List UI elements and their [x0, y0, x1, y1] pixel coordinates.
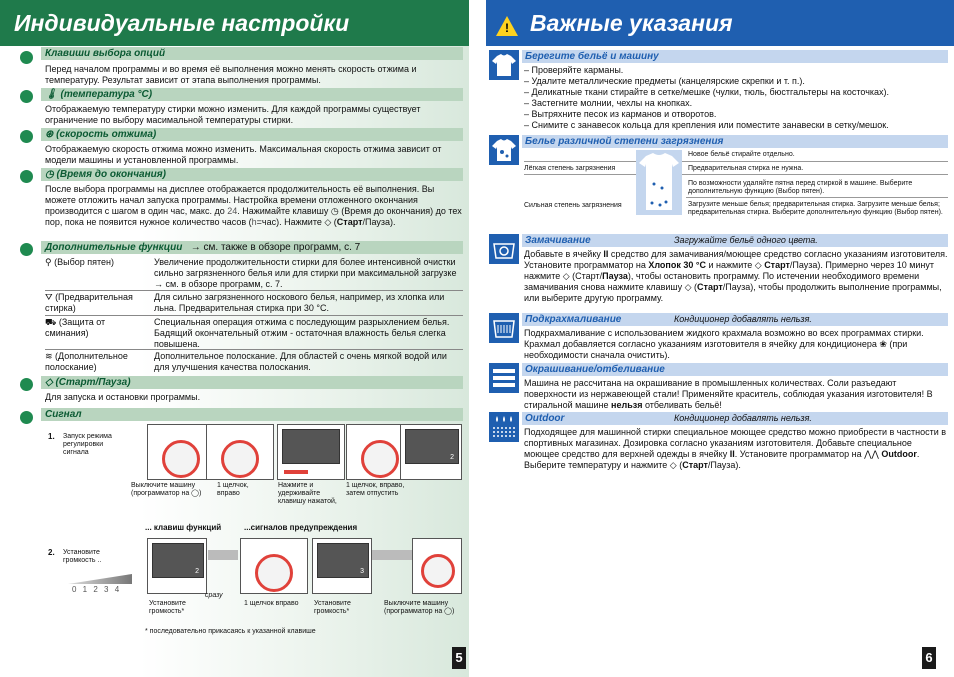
right-page-title: Важные указания [530, 10, 733, 36]
section-bullet [20, 130, 33, 143]
signals-label: ...сигналов предупреждения [244, 523, 358, 532]
care-item: – Снимите с занавесок кольца для крепления или поместите занавески в сетку/мешок. [524, 120, 948, 131]
care-item: – Застегните молнии, чехлы на кнопках. [524, 98, 948, 109]
soil-spot-text: По возможности удаляйте пятна перед стиркой в машине. Выберите дополнительную функцию (Выбор пятен). [688, 180, 913, 195]
temp-text: Отображаемую температуру стирки можно изменить. Для каждой программы существует ограничение по выбору масимальной температуры стирки. [45, 104, 421, 125]
section-bullet [20, 170, 33, 183]
display-digit: 2 [195, 568, 199, 575]
start-icon: ◇ [45, 377, 56, 388]
programmer-knob [255, 554, 293, 592]
volume-scale: 0 1 2 3 4 [72, 585, 122, 594]
programmer-knob [221, 440, 259, 478]
dye-text: Машина не рассчитана на окрашивание в промышленных количествах. Соли разъедают поверхности из нержавеющей стали! Применяйте краситель, соблюдая указания изготовителя! В стиральной машине нельзя отбеливать бельё! [524, 378, 933, 410]
dye-heading: Окрашивание/отбеливание [522, 363, 948, 376]
control-panel [412, 538, 462, 594]
soak-text: Добавьте в ячейку II средство для замачивания/моющее средство согласно указаниям изготовителя. Установите программатор на Хлопок 30 °С и нажмите ◇ Старт/Пауза). Примерно через 10 минут нажмите ◇ (Старт/Пауза), чтобы остановить программу. По истечении необходимого времени замачивания снова нажмите клавишу ◇ (Старт/Пауза), чтобы продолжить выполнение программы, или выберите другую программу. [524, 249, 948, 303]
step2-caption: Установите громкость* [149, 600, 186, 615]
divider [45, 315, 463, 316]
control-panel [206, 424, 274, 480]
extra-row-text: Дополнительное полоскание. Для областей с очень мягкой водой или для улучшения качества полоскания. [154, 351, 447, 372]
outdoor-heading: Outdoor Кондиционер добавлять нельзя. [522, 412, 948, 425]
soiled-shirt-icon [489, 135, 519, 165]
section-bullet [20, 411, 33, 424]
step2-caption: 1 щелчок вправо [244, 600, 299, 607]
divider [45, 349, 463, 350]
volume-wedge [68, 574, 132, 584]
care-item: – Удалите металлические предметы (канцелярские скрепки и т. п.). [524, 76, 948, 87]
soil-heavy-label: Сильная степень загрязнения [524, 202, 622, 209]
control-panel [147, 538, 207, 594]
mountain-icon: ⋀⋀ [864, 449, 882, 459]
endtime-heading-label: (Время до окончания) [56, 169, 166, 180]
soil-illustration [636, 150, 682, 215]
step2-caption: Выключите машину (программатор на ◯) [384, 600, 455, 615]
signal-heading: Сигнал [41, 408, 463, 421]
spin-text: Отображаемую скорость отжима можно изменить. Максимальная скорость отжима зависит от модели машины и установленной программы. [45, 144, 442, 165]
dye-icon [489, 363, 519, 393]
stain-icon: ⚲ [45, 257, 55, 267]
options-text: Перед началом программы и во время её выполнения можно менять скорость отжима и температуру. Результат зависит от этапа выполнения программы. [45, 64, 417, 85]
start-heading: ◇ (Старт/Пауза) [41, 376, 463, 389]
display-screen [405, 429, 459, 464]
control-panel [240, 538, 308, 594]
left-page-header [0, 0, 469, 46]
divider [45, 290, 463, 291]
control-panel [400, 424, 462, 480]
soil-heavy-text: Загрузите меньше белья; предварительная стирка. Загрузите меньше белья; предварительная стирка. Выберите дополнительную функцию (Выбор пятен). [688, 201, 943, 216]
page-gutter [469, 0, 486, 677]
extra-heading-note: → см. также в обзоре программ, с. 7 [190, 242, 361, 253]
step1-number: 1. [48, 432, 55, 441]
step1-caption: 1 щелчок, вправо [217, 482, 249, 497]
extra-row-label: ⛛ (Предварительная стирка) [45, 292, 133, 313]
step1-caption: Нажмите и удерживайте клавишу нажатой, [278, 482, 337, 505]
outdoor-text: Подходящее для машинной стирки специальное моющее средство можно приобрести в частности в спортивных магазинах. Дозировка согласно указаниям изготовителя. Добавьте специальное моющее средство для верхней одежды в ячейку II. Установите программатор на ⋀⋀ Outdoor. Выберите температуру и нажмите ◇ (Старт/Пауза). [524, 427, 947, 470]
step1-text: Запуск режима регулировки сигнала [63, 433, 112, 456]
step1-caption: Выключите машину (программатор на ◯) [131, 482, 202, 497]
step2-number: 2. [48, 548, 55, 557]
arrow [372, 550, 412, 560]
step2-caption: сразу [205, 592, 223, 599]
prewash-icon: ⛛ [45, 292, 56, 302]
temp-heading [41, 88, 463, 101]
extra-row-label: ≋ (Дополнительное полоскание) [45, 351, 128, 372]
section-bullet [20, 90, 33, 103]
soil-heading: Белье различной степени загрязнения [522, 135, 948, 148]
options-heading: Клавиши выбора опций [41, 47, 463, 60]
display-screen [282, 429, 340, 464]
soil-light-label: Лёгкая степень загрязнения [524, 165, 616, 172]
step2-caption: Установите громкость* [314, 600, 351, 615]
temp-heading-label: (температура °С) [60, 89, 153, 100]
care-item: – Проверяйте карманы. [524, 65, 948, 76]
extra-row-label: ⚲ (Выбор пятен) [45, 257, 114, 267]
page-number: 6 [922, 647, 936, 669]
display-digit: 3 [360, 568, 364, 575]
divider [524, 161, 948, 162]
keys-label: ... клавиш функций [145, 523, 222, 532]
programmer-knob [162, 440, 200, 478]
spin-icon: ⊛ [45, 129, 57, 140]
outdoor-note: Кондиционер добавлять нельзя. [674, 413, 812, 423]
endtime-text: После выбора программы на дисплее отображается продолжительность её выполнения. Вы можете отложить начал запуска программы. Настройка времени отложенного окончания производится с шагом в один час, макс. до 24. Нажимайте клавишу ◷ (Время до окончания) до тех пор, пока не появится нужное количество часов (h=час). Нажмите ◇ (Старт/Пауза). [45, 184, 462, 227]
extra-row-label: ⛟ (Защита от сминания) [45, 317, 106, 338]
page-number: 5 [452, 647, 466, 669]
starch-note: Кондиционер добавлять нельзя. [674, 314, 812, 324]
spin-heading [41, 128, 463, 141]
right-page-header [486, 0, 954, 46]
programmer-knob [361, 440, 399, 478]
control-panel [277, 424, 345, 480]
step2-text: Установите громкость .. [63, 549, 102, 564]
soak-heading: Замачивание Загружайте бельё одного цвета. [522, 234, 948, 247]
shirt-icon [489, 50, 519, 80]
anticrease-icon: ⛟ [45, 317, 59, 327]
control-panel [147, 424, 215, 480]
step1-caption: 1 щелчок, вправо, затем отпустить [346, 482, 405, 497]
spin-heading-label: (скорость отжима) [56, 129, 157, 140]
extra-heading: Дополнительные функции → см. также в обзоре программ, с. 7 [41, 241, 463, 254]
arrow [208, 550, 238, 560]
control-panel [312, 538, 372, 594]
starch-text: Подкрахмаливание с использованием жидкого крахмала возможно во всех программах стирки. Крахмал добавляется согласно указаниям изготовителя в ячейку для кондиционера ❀ (при необходимости сначала очистить). [524, 328, 924, 360]
clock-icon: ◷ [45, 169, 57, 180]
left-page [0, 0, 469, 677]
start-text: Для запуска и остановки программы. [45, 392, 201, 402]
function-key [284, 470, 308, 474]
starch-icon [489, 313, 519, 343]
display-screen [152, 543, 204, 578]
divider [686, 197, 948, 198]
section-bullet [20, 243, 33, 256]
section-bullet [20, 378, 33, 391]
outdoor-icon [489, 412, 519, 442]
extra-row-text: Для сильно загрязненного носкового белья, например, из хлопка или льна. Предварительная стирка при 30 °С. [154, 292, 445, 313]
care-list [524, 65, 948, 131]
programmer-knob [421, 554, 455, 588]
care-item: – Деликатные ткани стирайте в сетке/мешке (чулки, тюль, бюстгальтеры на косточках). [524, 87, 948, 98]
thermometer-icon: 🌡︎ [45, 89, 61, 100]
section-bullet [20, 51, 33, 64]
soak-icon [489, 234, 519, 264]
footnote: * последовательно прикасаясь к указанной клавише [145, 628, 316, 635]
care-heading: Берегите бельё и машину [522, 50, 948, 63]
display-screen [317, 543, 369, 578]
divider [524, 174, 948, 175]
soil-new-text: Новое бельё стирайте отдельно. [688, 151, 795, 158]
right-page [486, 0, 954, 677]
endtime-heading [41, 168, 463, 181]
extra-row-text: Увеличение продолжительности стирки для более интенсивной очистки сильно загрязненного белья или для стирки при максимальной загрузке → см. в обзоре программ, с. 7. [154, 257, 457, 289]
rinse-icon: ≋ [45, 351, 56, 361]
left-page-title: Индивидуальные настройки [14, 10, 350, 36]
starch-heading: Подкрахмаливание Кондиционер добавлять нельзя. [522, 313, 948, 326]
care-item: – Вытряхните песок из карманов и отворотов. [524, 109, 948, 120]
soil-light-text: Предварительная стирка не нужна. [688, 165, 804, 172]
extra-row-text: Специальная операция отжима с последующим разрыхлением белья. Бадящий окончательный отжим - остаточная влажность белья слегка повышена. [154, 317, 450, 349]
display-digit: 2 [450, 454, 454, 461]
soak-note: Загружайте бельё одного цвета. [674, 235, 818, 245]
warning-icon: ! [496, 16, 518, 36]
